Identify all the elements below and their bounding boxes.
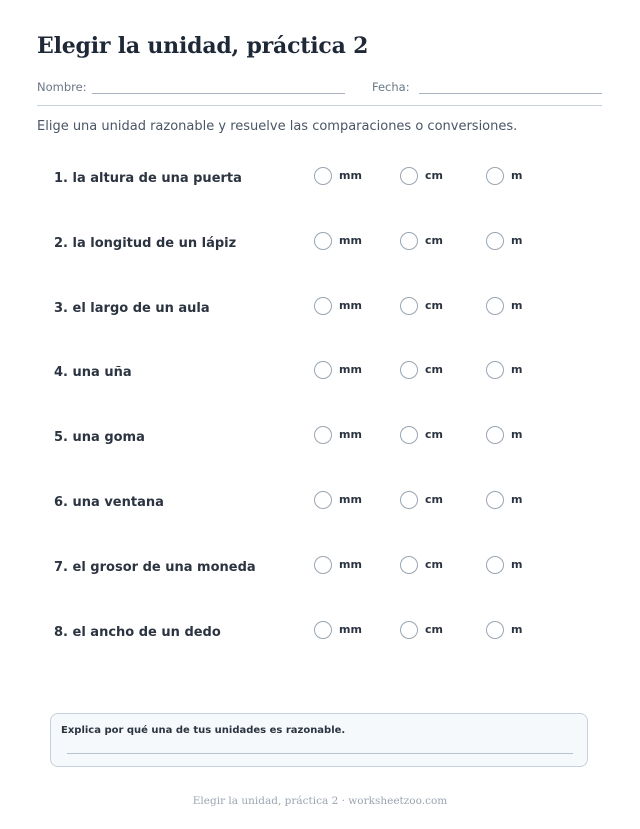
question-row [54,621,554,647]
question-row [54,491,554,517]
question-text: 5. una goma [54,430,145,446]
radio-circle-icon[interactable] [314,167,332,185]
date-label: Fecha: [372,80,410,94]
radio-circle-icon[interactable] [400,426,418,444]
radio-circle-icon[interactable] [486,297,504,315]
question-text: 6. una ventana [54,495,164,510]
option-label: m [511,363,523,377]
radio-circle-icon[interactable] [486,167,504,185]
option-label: mm [339,622,362,636]
radio-circle-icon[interactable] [314,491,332,509]
radio-circle-icon[interactable] [314,621,332,639]
question-text: 2. la longitud de un lápiz [54,235,237,251]
question-row [54,426,554,452]
header-divider [37,105,602,106]
radio-circle-icon[interactable] [314,361,332,379]
question-text: 8. el ancho de un dedo [54,624,221,640]
radio-circle-icon[interactable] [314,556,332,574]
option-label: cm [425,428,443,442]
radio-circle-icon[interactable] [486,426,504,444]
explain-prompt: Explica por qué una de tus unidades es razonable. [61,725,346,736]
option-label: cm [425,233,443,247]
question-text: 4. una uña [54,365,132,381]
option-label: m [511,557,523,571]
option-label: mm [339,493,362,506]
option-label: mm [339,298,362,312]
radio-circle-icon[interactable] [400,297,418,315]
radio-circle-icon[interactable] [486,232,504,250]
option-label: mm [339,169,362,182]
name-label: Nombre: [37,80,87,94]
option-label: m [511,622,523,636]
option-label: m [511,233,523,247]
option-label: cm [425,169,443,182]
question-text: 7. el grosor de una moneda [54,559,256,575]
option-label: mm [339,428,362,442]
option-label: mm [339,557,362,571]
option-label: cm [425,557,443,571]
radio-circle-icon[interactable] [486,556,504,574]
instructions: Elige una unidad razonable y resuelve las comparaciones o conversiones. [37,119,518,134]
radio-circle-icon[interactable] [400,621,418,639]
question-row [54,297,554,323]
explain-box [50,713,588,767]
option-label: cm [425,622,443,636]
option-label: mm [339,363,362,377]
option-label: cm [425,493,443,506]
radio-circle-icon[interactable] [486,361,504,379]
option-label: cm [425,298,443,312]
option-label: m [511,169,523,182]
radio-circle-icon[interactable] [400,491,418,509]
option-label: cm [425,363,443,377]
question-row [54,232,554,258]
question-row [54,167,554,193]
question-row [54,361,554,387]
radio-circle-icon[interactable] [314,297,332,315]
explain-answer-line[interactable] [67,753,573,754]
option-label: m [511,298,523,312]
name-field[interactable] [92,93,345,94]
radio-circle-icon[interactable] [400,556,418,574]
question-text: 1. la altura de una puerta [54,171,242,186]
radio-circle-icon[interactable] [400,232,418,250]
footer: Elegir la unidad, práctica 2 · worksheetzoo.com [192,795,448,807]
radio-circle-icon[interactable] [314,232,332,250]
option-label: m [511,428,523,442]
worksheet-title: Elegir la unidad, práctica 2 [37,33,369,59]
option-label: m [511,493,523,506]
radio-circle-icon[interactable] [486,621,504,639]
radio-circle-icon[interactable] [400,361,418,379]
question-text: 3. el largo de un aula [54,300,210,316]
question-row [54,556,554,582]
radio-circle-icon[interactable] [400,167,418,185]
option-label: mm [339,233,362,247]
radio-circle-icon[interactable] [486,491,504,509]
date-field[interactable] [419,93,602,94]
radio-circle-icon[interactable] [314,426,332,444]
name-date-row [37,80,602,98]
